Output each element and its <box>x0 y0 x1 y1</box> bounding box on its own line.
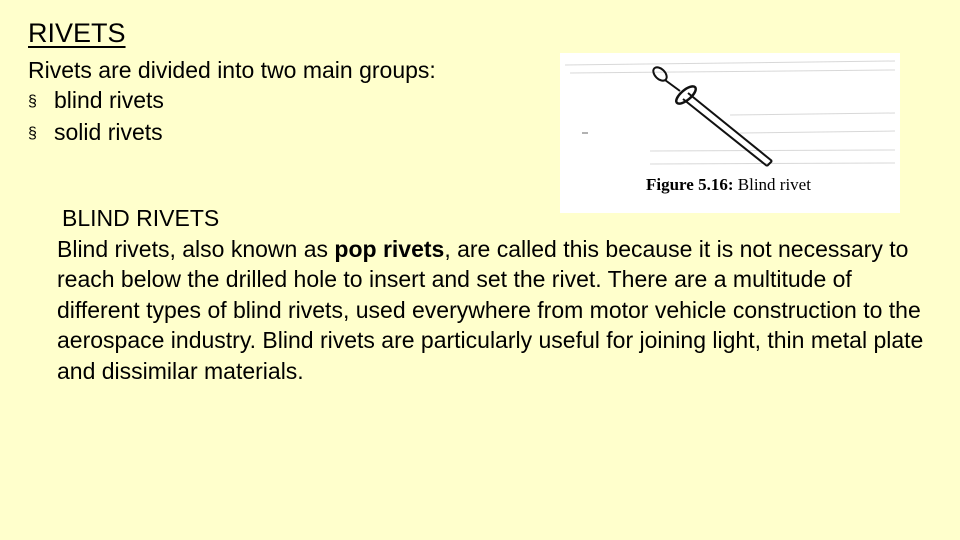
intro-text: Rivets are divided into two main groups: <box>28 57 436 83</box>
section-heading: BLIND RIVETS <box>62 205 220 231</box>
intro-block <box>28 55 436 149</box>
figure-caption-text: Blind rivet <box>733 175 811 194</box>
bullet-label: solid rivets <box>54 119 163 145</box>
section-body <box>57 234 937 387</box>
pop-rivets-term: pop rivets <box>334 235 445 262</box>
bullet-marker-icon: § <box>28 93 37 110</box>
bullet-marker-icon: § <box>28 125 37 142</box>
body-text-end: , are called this because it is not necessary to reach below the drilled hole to insert and set the rivet. There are a multitude of different types of blind rivets, used everywhere from motor vehicle construction to the aerospace industry. Blind rivets are particularly useful for joining light, thin metal plate and dissimilar materials. <box>57 235 924 384</box>
blind-rivet-figure <box>560 53 900 213</box>
bullet-item-blind <box>28 85 436 117</box>
bullet-item-solid <box>28 117 436 149</box>
body-text-start: Blind rivets, also known as <box>57 235 335 262</box>
figure-caption-label: Figure 5.16: <box>646 175 734 194</box>
bullet-label: blind rivets <box>54 87 164 113</box>
figure-caption <box>646 175 811 195</box>
slide-title: RIVETS <box>28 18 126 48</box>
blind-rivets-section <box>57 203 937 386</box>
